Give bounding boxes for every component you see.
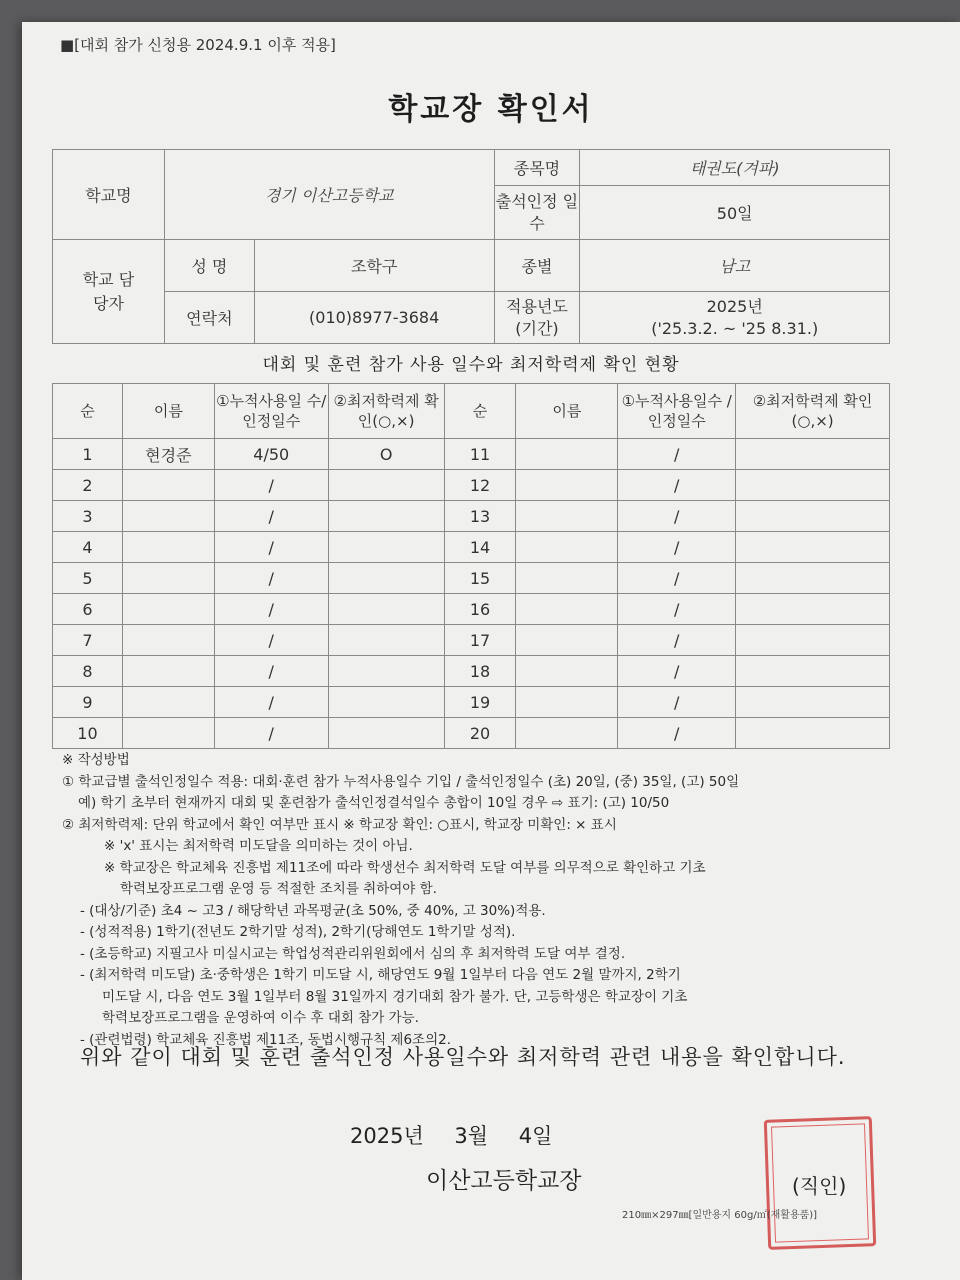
note-line: ※ 학교장은 학교체육 진흥법 제11조에 따라 학생선수 최저학력 도달 여부를 의무적으로 확인하고 기초: [104, 859, 706, 876]
note-line: ※ 작성방법: [62, 752, 130, 768]
table-cell: O: [328, 439, 444, 470]
note-line: ② 최저학력제: 단위 학교에서 확인 여부만 표시 ※ 학교장 확인: ○표시, 학교장 미확인: × 표시: [62, 816, 617, 833]
confirm-text: 위와 같이 대회 및 훈련 출석인정 사용일수와 최저학력 관련 내용을 확인합니다.: [80, 1045, 846, 1069]
table-cell: /: [618, 532, 736, 563]
table-cell: [736, 625, 890, 656]
table-cell: [328, 532, 444, 563]
note-line: 학력보장프로그램을 운영하여 이수 후 대회 참가 가능.: [102, 1010, 419, 1026]
table-cell: [328, 563, 444, 594]
table-cell: /: [214, 501, 328, 532]
table-cell: /: [618, 470, 736, 501]
table-cell: /: [214, 656, 328, 687]
table-cell: [516, 656, 618, 687]
table-cell: 14: [444, 532, 516, 563]
table-cell: [736, 563, 890, 594]
table-cell: [516, 625, 618, 656]
table-row: [53, 718, 890, 749]
official-seal-label: (직인): [792, 1174, 847, 1198]
table-cell: /: [214, 532, 328, 563]
note-line: 예) 학기 초부터 현재까지 대회 및 훈련참가 출석인정결석일수 총합이 10일 경우 ⇨ 표기: (고) 10/50: [78, 795, 670, 811]
header-cell: ①누적사용일 수/인정일수: [214, 384, 328, 439]
table-cell: [516, 563, 618, 594]
table-cell: 18: [444, 656, 516, 687]
year-cell: [580, 292, 890, 344]
name-value: 조학구: [254, 240, 494, 292]
table-cell: /: [618, 656, 736, 687]
table-cell: 4/50: [214, 439, 328, 470]
table-cell: /: [618, 687, 736, 718]
table-cell: [736, 656, 890, 687]
table-cell: [516, 439, 618, 470]
table-cell: 10: [53, 718, 123, 749]
note-line: - (최저학력 미도달) 초·중학생은 1학기 미도달 시, 해당연도 9월 1일부터 다음 연도 2월 말까지, 2학기: [80, 967, 681, 983]
table-cell: [516, 470, 618, 501]
table-cell: /: [214, 470, 328, 501]
table-cell: [328, 501, 444, 532]
note-line: - (관련법령) 학교체육 진흥법 제11조, 동법시행규칙 제6조의2.: [80, 1031, 451, 1048]
table-cell: /: [214, 718, 328, 749]
table-header-row: [53, 384, 890, 439]
table-cell: [736, 594, 890, 625]
contact-value: (010)8977-3684: [254, 292, 494, 344]
sport-value: 태권도(겨파): [580, 150, 890, 186]
attendance-value: 50일: [580, 186, 890, 240]
table-cell: [328, 625, 444, 656]
contact-label: 연락처: [164, 292, 254, 344]
note-line: - (대상/기준) 초4 ~ 고3 / 해당학년 과목평균(초 50%, 중 40%, 고 30%)적용.: [80, 902, 546, 919]
form-label: ■[대회 참가 신청용 2024.9.1 이후 적용]: [60, 36, 336, 54]
date-month: 3월: [454, 1124, 489, 1148]
table-cell: 9: [53, 687, 123, 718]
note-line: 학력보장프로그램 운영 등 적절한 조치를 취하여야 함.: [120, 881, 437, 897]
table-cell: 7: [53, 625, 123, 656]
section-title: 대회 및 훈련 참가 사용 일수와 최저학력제 확인 현황: [262, 355, 680, 375]
table-cell: 현경준: [122, 439, 214, 470]
table-row: [53, 501, 890, 532]
table-cell: 15: [444, 563, 516, 594]
table-cell: [516, 687, 618, 718]
table-cell: [736, 470, 890, 501]
paper-spec: 210㎜×297㎜[일반용지 60g/㎡(재활용품)]: [622, 1210, 818, 1221]
document-title: 학교장 확인서: [388, 92, 594, 127]
table-cell: 19: [444, 687, 516, 718]
table-cell: [736, 439, 890, 470]
manager-label: 학교 담당자: [53, 240, 165, 344]
table-row: [53, 656, 890, 687]
date-day: 4일: [518, 1124, 553, 1148]
table-cell: [516, 594, 618, 625]
note-line: - (초등학교) 지필고사 미실시교는 학업성적관리위원회에서 심의 후 최저학력 도달 여부 결정.: [80, 945, 626, 962]
signature-date: [350, 1120, 576, 1150]
header-cell: ②최저학력제 확인(○,×): [328, 384, 444, 439]
table-row: [53, 563, 890, 594]
table-cell: 1: [53, 439, 123, 470]
table-cell: [328, 594, 444, 625]
table-cell: [122, 470, 214, 501]
year-value: 2025년: [706, 296, 763, 316]
table-cell: /: [618, 625, 736, 656]
table-cell: 16: [444, 594, 516, 625]
header-cell: ①누적사용일수 /인정일수: [618, 384, 736, 439]
table-cell: [122, 563, 214, 594]
table-cell: /: [618, 439, 736, 470]
table-cell: [122, 532, 214, 563]
category-value: 남고: [580, 240, 890, 292]
principal-name: 이산고등학교장: [426, 1168, 582, 1194]
header-cell: 이름: [122, 384, 214, 439]
table-row: [53, 532, 890, 563]
table-cell: /: [618, 594, 736, 625]
date-year: 2025년: [350, 1124, 424, 1148]
sport-label: 종목명: [494, 150, 580, 186]
school-value: 경기 이산고등학교: [164, 150, 494, 240]
table-cell: 3: [53, 501, 123, 532]
school-label: 학교명: [53, 150, 165, 240]
table-cell: [122, 594, 214, 625]
note-line: 미도달 시, 다음 연도 3월 1일부터 8월 31일까지 경기대회 참가 불가. 단, 고등학생은 학교장이 기초: [102, 988, 688, 1005]
table-row: [53, 470, 890, 501]
table-cell: [122, 501, 214, 532]
table-cell: 17: [444, 625, 516, 656]
table-cell: [516, 718, 618, 749]
table-cell: 11: [444, 439, 516, 470]
table-cell: /: [618, 563, 736, 594]
header-cell: 이름: [516, 384, 618, 439]
table-cell: [328, 687, 444, 718]
document-paper: [22, 22, 960, 1280]
note-line: ① 학교급별 출석인정일수 적용: 대회·훈련 참가 누적사용일수 기입 / 출석인정일수 (초) 20일, (중) 35일, (고) 50일: [62, 773, 740, 790]
category-label: 종별: [494, 240, 580, 292]
notes-section: [62, 750, 892, 1051]
table-cell: 13: [444, 501, 516, 532]
table-cell: [122, 656, 214, 687]
table-cell: 4: [53, 532, 123, 563]
table-cell: [328, 718, 444, 749]
info-table: [52, 149, 890, 344]
table-cell: [736, 718, 890, 749]
attendance-table: [52, 383, 890, 749]
table-row: [53, 594, 890, 625]
table-cell: [122, 625, 214, 656]
table-cell: /: [214, 625, 328, 656]
table-cell: 2: [53, 470, 123, 501]
table-cell: 6: [53, 594, 123, 625]
table-cell: /: [214, 563, 328, 594]
table-cell: [736, 532, 890, 563]
header-cell: ②최저학력제 확인(○,×): [736, 384, 890, 439]
table-cell: [328, 656, 444, 687]
table-cell: /: [214, 687, 328, 718]
header-cell: 순: [444, 384, 516, 439]
table-cell: [516, 532, 618, 563]
period-value: ('25.3.2. ~ '25 8.31.): [651, 318, 819, 338]
table-row: [53, 687, 890, 718]
table-cell: 5: [53, 563, 123, 594]
table-row: [53, 625, 890, 656]
table-cell: [736, 501, 890, 532]
table-cell: /: [214, 594, 328, 625]
year-label: 적용년도 (기간): [494, 292, 580, 344]
table-cell: /: [618, 718, 736, 749]
table-cell: 20: [444, 718, 516, 749]
table-cell: 12: [444, 470, 516, 501]
table-cell: [122, 718, 214, 749]
table-cell: [516, 501, 618, 532]
table-row: [53, 439, 890, 470]
note-line: ※ 'x' 표시는 최저학력 미도달을 의미하는 것이 아님.: [104, 838, 413, 854]
note-line: - (성적적용) 1학기(전년도 2학기말 성적), 2학기(당해연도 1학기말 성적).: [80, 924, 516, 940]
table-cell: [328, 470, 444, 501]
header-cell: 순: [53, 384, 123, 439]
table-cell: [122, 687, 214, 718]
table-cell: /: [618, 501, 736, 532]
name-label: 성 명: [164, 240, 254, 292]
table-cell: [736, 687, 890, 718]
table-cell: 8: [53, 656, 123, 687]
attendance-label: 출석인정 일수: [494, 186, 580, 240]
